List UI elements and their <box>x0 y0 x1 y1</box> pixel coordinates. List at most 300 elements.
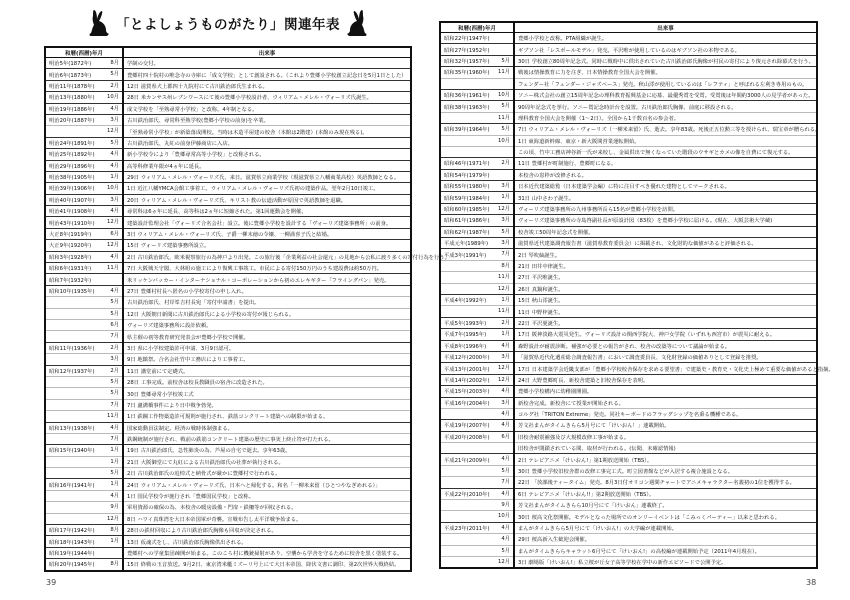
table-row <box>440 351 817 362</box>
era-cell <box>440 33 514 44</box>
era-cell <box>440 465 514 476</box>
era-month: 3月 <box>501 399 510 406</box>
event-cell: 1日 国民学校令が施行され「豊郷国民学校」と改称。 <box>123 490 411 501</box>
era-cell <box>440 124 514 135</box>
event-cell: 成文学校を「至熟尋常小学校」と改称。4年制となる。 <box>123 103 411 114</box>
page-title-block <box>44 8 412 38</box>
era-month: 3月 <box>501 353 510 360</box>
era-cell <box>45 103 123 114</box>
era-month: 2月 <box>501 319 510 326</box>
era-year: 昭和7年(1932年) <box>49 277 92 284</box>
era-year: 昭和27年(1952年) <box>444 47 490 54</box>
era-year: 明治20年(1887年) <box>49 118 95 125</box>
era-cell <box>440 500 514 511</box>
table-row <box>45 536 411 547</box>
era-cell <box>440 511 514 522</box>
table-row <box>440 545 817 556</box>
event-cell: 28日の鉄材回収により古川鉄治郎氏胸像も回収が決定される。 <box>123 525 411 536</box>
event-cell: 21日 田井中律誕生。 <box>514 260 817 271</box>
era-month: 12月 <box>497 365 510 372</box>
era-year: 平成20年(2008年) <box>444 434 490 441</box>
era-month: 12月 <box>497 285 510 292</box>
table-row <box>440 203 817 214</box>
event-cell: 27日 豊郷村村長へ匿名の小学校寄付の申し入れ。 <box>123 285 411 296</box>
era-year: 明治11年(1878年) <box>49 83 95 90</box>
event-cell: 7日 ウィリアム・メレル・ヴォーリズ（一柳米来留）氏、逝去。享年83歳。死後正五位勲三等を授けられ、瑞宝章が贈られる。 <box>514 124 817 135</box>
table-row <box>45 547 411 558</box>
era-cell <box>440 522 514 533</box>
event-cell: 15日 終戦の玉音放送。9月2日、東京湾米艦ミズーリ号上にて大日本帝国、降伏文書に調印、第2次世界大戦終結。 <box>123 559 411 571</box>
event-cell: 15日 ヴォーリズ建築事務所設立。 <box>123 240 411 251</box>
era-cell <box>45 308 123 319</box>
era-year: 大正8年(1919年) <box>49 232 92 239</box>
table-row <box>440 112 817 123</box>
era-month: 3月 <box>110 116 119 123</box>
era-cell <box>45 331 123 342</box>
era-month: 4月 <box>110 492 119 499</box>
event-cell: 1日 近江八幡YMCA会館工事着工。ウィリアム・メレル・ヴォーリズ氏初の建築作品。翌年2月10日竣工。 <box>123 183 411 194</box>
era-cell <box>440 294 514 305</box>
era-year: 平成元年(1989年) <box>444 241 489 248</box>
era-month: 4月 <box>501 388 510 395</box>
event-cell: 2日 テレビアニメ「けいおん!」第1期放送開始（TBS）。 <box>514 454 817 465</box>
era-year: 昭和62年(1987年) <box>444 229 490 236</box>
era-month: 4月 <box>501 342 510 349</box>
table-row <box>45 263 411 274</box>
event-cell: 尋常科は6ヵ年に延長、高等科は2ヵ年に短縮された。第1回運動会を開催。 <box>123 206 411 217</box>
event-cell: 9日 地鎮祭。合名会社竹中工務店により工事着工。 <box>123 354 411 365</box>
era-year: 昭和13年(1938年) <box>49 425 95 432</box>
era-cell <box>45 468 123 479</box>
era-cell <box>45 422 123 433</box>
era-month: 11月 <box>497 114 510 121</box>
event-cell: 新校舎完成。新校舎にて授業が開始される。 <box>514 397 817 408</box>
table-row <box>440 386 817 397</box>
table-row <box>440 465 817 476</box>
table-row <box>45 126 411 137</box>
era-month: 3月 <box>501 240 510 247</box>
table-row <box>45 137 411 148</box>
era-month: 8月 <box>110 561 119 568</box>
era-cell <box>45 502 123 513</box>
era-month: 2月 <box>110 82 119 89</box>
era-month: 7月 <box>110 435 119 442</box>
table-row <box>45 331 411 342</box>
era-cell <box>45 433 123 444</box>
era-month: 1月 <box>501 296 510 303</box>
table-row <box>440 55 817 66</box>
era-month: 6月 <box>110 230 119 237</box>
era-year: 明治39年(1906年) <box>49 186 95 193</box>
event-cell: 日本近代建築総覧（日本建築学会編）に特に注目すべき優れた建物としてマークされる。 <box>514 181 817 192</box>
era-year: 昭和54年(1979年) <box>444 172 490 179</box>
era-month: 9月 <box>501 502 510 509</box>
event-cell: 森野設計が耐震診断。補強が必要との報告がされ、校舎の改築等について議論が始まる。 <box>514 340 817 351</box>
table-row <box>45 559 411 571</box>
era-month: 12月 <box>106 219 119 226</box>
event-cell: 29日 ウィリアム・メレル・ヴォーリズ氏、来日。滋賀県立商業学校（現滋賀県立八幡商業高校）英語教師となる。 <box>123 171 411 182</box>
era-cell <box>440 340 514 351</box>
event-cell: 24日 大野豊郷町長、新校舎建築と旧校舎保存を表明。 <box>514 374 817 385</box>
era-year: 昭和36年(1961年) <box>444 93 490 100</box>
era-cell <box>45 80 123 91</box>
era-month: 4月 <box>110 162 119 169</box>
era-cell <box>440 454 514 465</box>
event-cell: 24日 ウィリアム・メレル・ヴォーリズ氏、日本へと帰化する。和名「一柳米来留（ひとつやなぎめれる）」 <box>123 479 411 490</box>
timeline-table-left <box>44 46 450 572</box>
era-cell <box>440 101 514 112</box>
era-cell <box>45 445 123 456</box>
era-month: 4月 <box>110 151 119 158</box>
era-month: 5月 <box>110 71 119 78</box>
table-row <box>45 445 411 456</box>
era-year: 明治5年(1872年) <box>49 61 92 68</box>
table-row <box>440 44 817 55</box>
era-month: 5月 <box>110 378 119 385</box>
event-cell: 31日 山中さわ子誕生。 <box>514 192 817 203</box>
table-row <box>45 103 411 114</box>
era-cell <box>440 203 514 214</box>
era-cell <box>45 342 123 353</box>
era-month: 4月 <box>501 410 510 417</box>
event-cell: この頃、竹中工務店神谷新一氏が来校し、金属供出で無くなっていた階段のウサギとカメの像を自費にて復元する。 <box>514 146 817 157</box>
table-row <box>45 342 411 353</box>
event-cell: 30日 学校創立80周年記念式。同時に戦時中に供出されていた古川鉄治郎氏胸像が村民の寄付により復元され除幕式を行う。 <box>514 55 817 66</box>
era-cell <box>440 408 514 419</box>
era-year: 昭和6年(1931年) <box>49 266 92 273</box>
era-month: 3月 <box>501 217 510 224</box>
table-row <box>45 365 411 376</box>
table-row <box>45 433 411 444</box>
table-row <box>440 363 817 374</box>
era-year: 昭和17年(1942年) <box>49 528 95 535</box>
page-title: 「とよしょうものがたり」関連年表 <box>116 17 340 33</box>
event-cell: フェンダー社「フェンダー・ジャズベース」発売。秋山澪が使用しているのは「レフティ」と呼ばれる左利き専用のもの。 <box>514 78 817 89</box>
era-cell <box>440 169 514 180</box>
table-row <box>440 33 817 44</box>
era-month: 5月 <box>110 139 119 146</box>
era-cell <box>440 272 514 283</box>
table-row <box>45 456 411 467</box>
era-cell <box>440 215 514 226</box>
table-row <box>45 513 411 524</box>
era-cell <box>440 397 514 408</box>
event-cell: 11日 豊郷村が町制施行、豊郷町になる。 <box>514 158 817 169</box>
event-cell: 2日 琴吹紬誕生。 <box>514 249 817 260</box>
table-row <box>440 431 817 442</box>
era-year: 平成15年(2003年) <box>444 389 490 396</box>
event-cell: コルグ社「TRITON Extreme」発売。同社キーボードのフラッグシップを名乗る機種である。 <box>514 408 817 419</box>
era-month: 5月 <box>110 470 119 477</box>
era-month: 7月 <box>501 251 510 258</box>
event-cell: 19日 古川鉄治郎氏、急性肺炎の為、芦屋の自宅で逝去。享年63歳。 <box>123 445 411 456</box>
era-month: 5月 <box>110 299 119 306</box>
table-row <box>440 374 817 385</box>
era-cell <box>440 135 514 146</box>
era-year: 昭和61年(1986年) <box>444 218 490 225</box>
event-cell: 7日 盧溝橋事件により日中戦争勃発。 <box>123 399 411 410</box>
era-year: 昭和18年(1943年) <box>49 539 95 546</box>
era-cell <box>440 363 514 374</box>
event-cell: 11日 講堂前にて定礎式。 <box>123 365 411 376</box>
event-cell: 3日 劇場版「けいおん!」私立桜が丘女子高等学校在学中の新作エピソードで公開予定。 <box>514 556 817 568</box>
era-cell <box>440 329 514 340</box>
era-cell <box>440 181 514 192</box>
table-row <box>45 80 411 91</box>
era-month: 5月 <box>501 57 510 64</box>
table-row <box>440 89 817 100</box>
era-year: 昭和12年(1937年) <box>49 368 95 375</box>
era-month: 7月 <box>110 333 119 340</box>
event-cell: 芳文社まんがタイムきらら10月号にて「けいおん」連載終了。 <box>514 500 817 511</box>
event-column-header: 出来事 <box>514 22 817 33</box>
event-cell: 建築設計監理会社「ヴォーリズ合名会社」設立。後に豊郷小学校を設計する「ヴォーリズ建築事務所」の前身。 <box>123 217 411 228</box>
era-month: 5月 <box>501 547 510 554</box>
table-row <box>440 397 817 408</box>
era-month: 5月 <box>501 126 510 133</box>
era-year: 明治25年(1892年) <box>49 152 95 159</box>
table-row <box>440 420 817 431</box>
era-month: 4月 <box>501 422 510 429</box>
table-row <box>45 468 411 479</box>
table-row <box>45 422 411 433</box>
table-row <box>440 124 817 135</box>
table-row <box>440 158 817 169</box>
event-cell: 高等科修業年限が4ヵ年に延長。 <box>123 160 411 171</box>
era-month: 5月 <box>501 467 510 474</box>
table-row <box>45 69 411 80</box>
era-year: 昭和38年(1963年) <box>444 104 490 111</box>
table-row <box>440 511 817 522</box>
era-month: 8月 <box>110 60 119 66</box>
era-month: 4月 <box>501 490 510 497</box>
era-month: 5月 <box>501 103 510 110</box>
era-month: 4月 <box>110 253 119 260</box>
event-cell: 学制の交付。 <box>123 58 411 69</box>
era-year: 昭和22年(1947年) <box>444 36 490 43</box>
event-cell: 15日 秋山澪誕生。 <box>514 294 817 305</box>
era-cell <box>45 251 123 262</box>
era-cell <box>45 126 123 137</box>
table-row <box>45 251 411 262</box>
era-month: 4月 <box>501 536 510 543</box>
table-row <box>440 500 817 511</box>
table-row <box>440 454 817 465</box>
event-cell: 17日 日本建築学会近畿支部が「豊郷小学校校舎保存を求める要望書」で建築史・教育史・文化史上極めて重要な価値があると指摘。 <box>514 363 817 374</box>
event-cell: 21日 大阪御堂にて丸紅による古川鉄治郎氏の社葬が執行される。 <box>123 456 411 467</box>
era-month: 2月 <box>110 367 119 374</box>
table-row <box>45 388 411 399</box>
era-year: 平成8年(1996年) <box>444 343 487 350</box>
event-cell: 12日 滋賀県犬上郡四十九院村にて古川鉄治郎氏生まれる。 <box>123 80 411 91</box>
era-year: 昭和16年(1941年) <box>49 482 95 489</box>
table-row <box>440 67 817 78</box>
event-cell: 米リッケンバッカー・インターナショナル・コーポレーションから初のエレキギター「フライングパン」発売。 <box>123 274 411 285</box>
event-cell: 3日 県に小学校建築許可申請、3月9日認可。 <box>123 342 411 353</box>
table-row <box>440 317 817 328</box>
era-cell <box>45 240 123 251</box>
event-cell: 30日 桜高文化祭開催。モデルとなった場所でのオンリーイベントは「こみっくパーティー」以来と思われる。 <box>514 511 817 522</box>
table-row <box>440 78 817 89</box>
era-column-header: 和暦(西暦)年月 <box>45 47 123 58</box>
era-cell <box>45 263 123 274</box>
era-month: 10月 <box>106 185 119 192</box>
era-cell <box>440 226 514 237</box>
era-cell <box>440 192 514 203</box>
era-month: 11月 <box>106 413 119 420</box>
era-year: 昭和11年(1936年) <box>49 345 95 352</box>
event-cell: 2日 古川鉄治郎氏の追悼式と納骨式が厳かに豊郷村で行われる。 <box>123 468 411 479</box>
event-cell: 7日 大阪城天守閣、大林組の施工により復興工事竣工。市民による寄付150万円のうち建設費は約50万円。 <box>123 263 411 274</box>
era-cell <box>440 260 514 271</box>
era-month: 3月 <box>110 196 119 203</box>
era-year: 昭和39年(1964年) <box>444 127 490 134</box>
table-row <box>45 319 411 330</box>
table-row <box>440 238 817 249</box>
table-row <box>45 194 411 205</box>
table-row <box>45 479 411 490</box>
era-month: 10月 <box>497 513 510 520</box>
era-month: 11月 <box>106 265 119 272</box>
table-row <box>440 272 817 283</box>
table-row <box>45 206 411 217</box>
table-row <box>45 92 411 103</box>
event-cell: 28日 工事完成。前校舎は校長教職員の宿舎に改造された。 <box>123 376 411 387</box>
table-row <box>45 228 411 239</box>
table-row <box>45 502 411 513</box>
era-cell <box>45 411 123 422</box>
table-row <box>45 411 411 422</box>
era-month: 5月 <box>501 228 510 235</box>
era-cell <box>45 365 123 376</box>
event-cell: ヴォーリズ建築事務所の九州事務所長ら15名が豊郷小学校を訪問。 <box>514 203 817 214</box>
event-cell: ヴォーリズ建築事務所の寺島啓副社長が原設計図（83枚）を豊郷小学校に届ける。(現在、大阪芸術大学蔵) <box>514 215 817 226</box>
era-month: 1月 <box>110 173 119 180</box>
table-row <box>45 149 411 160</box>
era-cell <box>440 317 514 328</box>
event-cell: 「滋賀県近代化遺産総合調査報告書」において調査委員長、文化財登録の価値ありとして登録を推奨。 <box>514 351 817 362</box>
era-cell <box>440 556 514 568</box>
table-row <box>440 101 817 112</box>
table-row <box>45 171 411 182</box>
era-year: 平成7年(1995年) <box>444 332 487 339</box>
era-cell <box>45 160 123 171</box>
event-cell: 22日 平沢憂誕生。 <box>514 317 817 328</box>
event-cell: 古川鉄治郎氏、村岸峯吉村長宛「寄付申請書」を提出。 <box>123 297 411 308</box>
era-cell <box>440 488 514 499</box>
era-month: 2月 <box>110 344 119 351</box>
era-cell <box>440 89 514 100</box>
era-cell <box>440 351 514 362</box>
era-year: 明治19年(1886年) <box>49 106 95 113</box>
era-cell <box>45 354 123 365</box>
event-cell: 軍用資源の確保の為、本校舎の暖房設備・門扉・鉄柵等が回収される。 <box>123 502 411 513</box>
event-column-header: 出来事 <box>123 47 411 58</box>
era-year: 平成14年(2002年) <box>444 377 490 384</box>
era-cell <box>45 525 123 536</box>
event-cell: まんがタイムきららキャラット6月号にて「けいおん!」の高校編が連載開始予定（2011年4月現在）。 <box>514 545 817 556</box>
table-row <box>440 135 817 146</box>
table-row <box>440 306 817 317</box>
era-cell <box>45 536 123 547</box>
table-row <box>440 340 817 351</box>
event-cell: 理科教育全国大会を開催（1～2日）。全国から1千数百名の参会者。 <box>514 112 817 123</box>
table-row <box>45 217 411 228</box>
era-year: 明治43年(1910年) <box>49 220 95 227</box>
event-cell: 1日 東海道新幹線、東京・新大阪間営業運転開始。 <box>514 135 817 146</box>
era-cell <box>440 146 514 157</box>
era-month: 3月 <box>110 356 119 363</box>
era-month: 10月 <box>106 94 119 101</box>
era-year: 昭和15年(1940年) <box>49 448 95 455</box>
era-year: 平成23年(2011年) <box>444 525 490 532</box>
era-cell <box>45 547 123 558</box>
table-row <box>440 260 817 271</box>
era-month: 12月 <box>497 205 510 212</box>
rabbit-icon <box>346 9 368 37</box>
era-cell <box>45 92 123 103</box>
era-month: 1月 <box>110 447 119 454</box>
era-cell <box>45 194 123 205</box>
table-row <box>440 169 817 180</box>
event-cell: 本校舎の窓枠が改修される。 <box>514 169 817 180</box>
era-cell <box>440 112 514 123</box>
era-cell <box>440 443 514 454</box>
table-row <box>440 443 817 454</box>
event-cell: 29日 桜高新入生歓迎会開催。 <box>514 534 817 545</box>
era-month: 5月 <box>110 390 119 397</box>
era-year: 昭和3年(1928年) <box>49 254 92 261</box>
era-cell <box>45 274 123 285</box>
era-cell <box>45 183 123 194</box>
page-number-left: 39 <box>46 578 57 587</box>
era-year: 明治29年(1896年) <box>49 163 95 170</box>
era-month: 6月 <box>110 321 119 328</box>
era-cell <box>440 431 514 442</box>
event-cell: 11日 中野梓誕生。 <box>514 306 817 317</box>
table-row <box>440 522 817 533</box>
era-cell <box>45 399 123 410</box>
table-row <box>440 181 817 192</box>
event-cell: 古川鉄治郎氏、尋常科至熟学校(豊郷小学校の前身)を卒業。 <box>123 114 411 125</box>
table-row <box>440 556 817 568</box>
era-month: 1月 <box>501 194 510 201</box>
timeline-table-right <box>439 21 834 569</box>
era-year: 明治13年(1880年) <box>49 95 95 102</box>
era-month: 11月 <box>497 308 510 315</box>
era-month: 5月 <box>110 310 119 317</box>
era-year: 明治38年(1905年) <box>49 175 95 182</box>
event-cell: 「至熟尋常小学校」が新築落成開校。当時は木造平屋建の校舎（本館は2階建）(本館のみ現在残る)。 <box>123 126 411 137</box>
table-row <box>440 477 817 488</box>
event-cell: 芳文社まんがタイムきらら5月号にて「けいおん！」連載開始。 <box>514 420 817 431</box>
era-year: 平成3年(1991年) <box>444 252 487 259</box>
era-month: 12月 <box>106 515 119 522</box>
event-cell: 豊郷小学校と改称。PTA組織が誕生。 <box>514 33 817 44</box>
era-month: 1月 <box>110 458 119 465</box>
era-cell <box>45 69 123 80</box>
era-year: 昭和59年(1984年) <box>444 195 490 202</box>
event-cell: 22日 「放課後ティータイム」発売。8月3日付オリコン週間チャートでアニメキャラクター名義初の1位を獲得する。 <box>514 477 817 488</box>
era-year: 平成16年(2004年) <box>444 400 490 407</box>
era-month: 11月 <box>497 274 510 281</box>
event-cell: 古川鉄治郎氏、丸紅の前身伊藤商店に入店。 <box>123 137 411 148</box>
era-cell <box>45 456 123 467</box>
table-row <box>45 399 411 410</box>
era-cell <box>440 55 514 66</box>
era-year: 昭和20年(1945年) <box>49 562 95 569</box>
era-year: 平成12年(2000年) <box>444 355 490 362</box>
